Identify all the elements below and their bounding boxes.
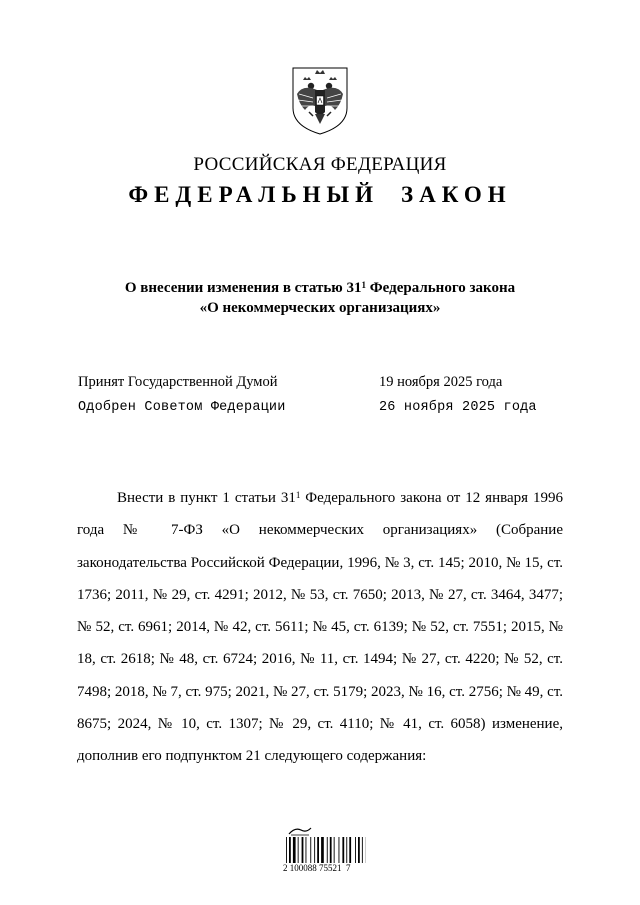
- document-type-word1: ФЕДЕРАЛЬНЫЙ: [128, 182, 380, 207]
- title-line1-before: О внесении изменения в статью 31: [124, 280, 362, 296]
- barcode-number: 2 100088 75521 7: [283, 863, 351, 873]
- title-line2: «О некоммерческих организациях»: [199, 300, 441, 316]
- duma-label: Принят Государственной Думой: [78, 374, 278, 390]
- body-part1: Внести в пункт 1 статьи 31: [117, 490, 296, 506]
- barcode: [283, 826, 375, 876]
- barcode-logo-icon: [287, 826, 313, 836]
- body-part2: Федерального закона от 12 января 1996 года № 7-ФЗ «О некоммерческих организациях» (Собрание законодательства Российской Федерации, 1996, № 3, ст. 145; 2010, № 15, ст. 1736; 2011, № 29, ст. 4291; 2012, № 53, ст. 7650; 2013, № 27, ст. 3464, 3477; № 52, ст. 6961; 2014, № 42, ст. 5611; № 45, ст. 6139; № 52, ст. 7551; 2015, № 18, ст. 2618; № 48, ст. 6724; 2016, № 11, ст. 1494; № 27, ст. 4220; № 52, ст. 7498; 2018, № 7, ст. 975; 2021, № 27, ст. 5179; 2023, № 16, ст. 2756; № 49, ст. 8675; 2024, № 10, ст. 1307; № 29, ст. 4110; № 41, ст. 6058) изменение, дополнив его подпунктом 21 следующего содержания:: [77, 490, 564, 765]
- council-label: Одобрен Советом Федерации: [78, 400, 286, 415]
- document-type: [0, 182, 640, 208]
- document-type-word2: ЗАКОН: [401, 182, 512, 207]
- body-paragraph: [77, 482, 563, 773]
- title-superscript: 1: [361, 280, 367, 290]
- law-title: [60, 278, 580, 318]
- body-superscript: 1: [295, 490, 301, 500]
- council-date: 26 ноября 2025 года: [379, 400, 537, 415]
- title-line1-after: Федерального закона: [366, 280, 516, 296]
- barcode-bars: [286, 837, 366, 863]
- country-name: РОССИЙСКАЯ ФЕДЕРАЦИЯ: [193, 154, 447, 175]
- emblem-icon: [289, 64, 351, 136]
- duma-date: 19 ноября 2025 года: [379, 374, 503, 390]
